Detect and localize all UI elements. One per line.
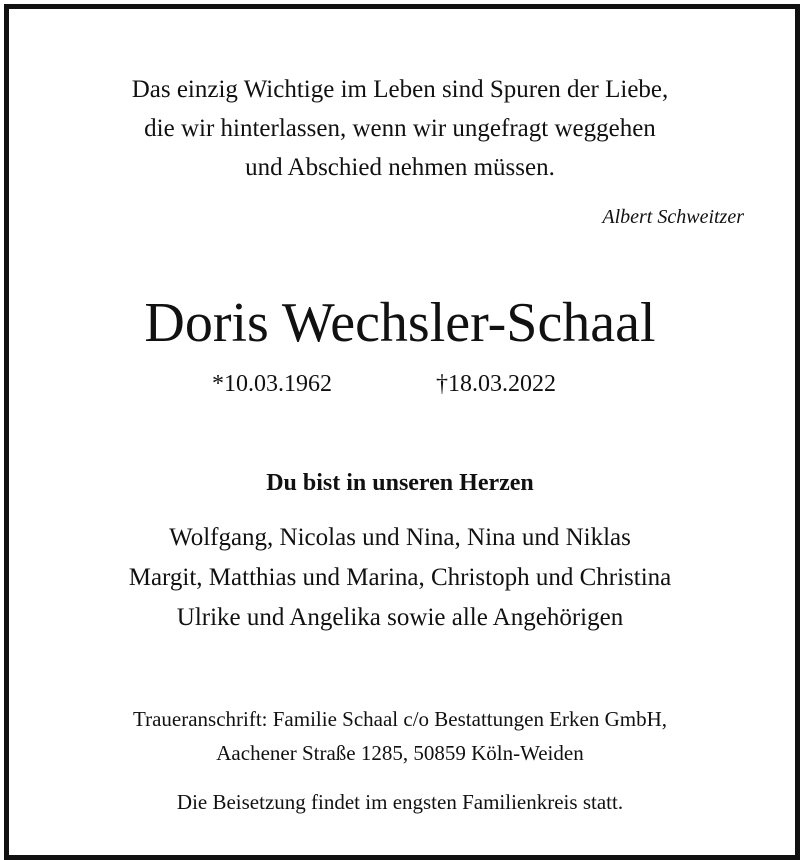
- quote-block: [0, 70, 800, 187]
- birth-date: *10.03.1962: [212, 371, 332, 397]
- burial-notice: Die Beisetzung findet im engsten Familienkreis statt.: [176, 790, 624, 814]
- mourners-line: Wolfgang, Nicolas und Nina, Nina und Niklas: [169, 524, 631, 551]
- motto-heading: Du bist in unseren Herzen: [266, 470, 534, 496]
- mourners-list: [0, 518, 800, 638]
- deceased-name: Doris Wechsler-Schaal: [144, 292, 656, 354]
- quote-line: und Abschied nehmen müssen.: [245, 154, 555, 181]
- mourners-line: Ulrike und Angelika sowie alle Angehörigen: [176, 604, 624, 631]
- quote-author: Albert Schweitzer: [602, 206, 744, 228]
- address-line: Aachener Straße 1285, 50859 Köln-Weiden: [216, 741, 584, 765]
- death-date: †18.03.2022: [436, 371, 556, 397]
- quote-line: die wir hinterlassen, wenn wir ungefragt weggehen: [144, 115, 656, 142]
- address-line: Traueranschrift: Familie Schaal c/o Bestattungen Erken GmbH,: [132, 707, 667, 731]
- quote-line: Das einzig Wichtige im Leben sind Spuren der Liebe,: [131, 76, 669, 103]
- mourners-line: Margit, Matthias und Marina, Christoph und Christina: [128, 564, 672, 591]
- mourning-address: [0, 702, 800, 770]
